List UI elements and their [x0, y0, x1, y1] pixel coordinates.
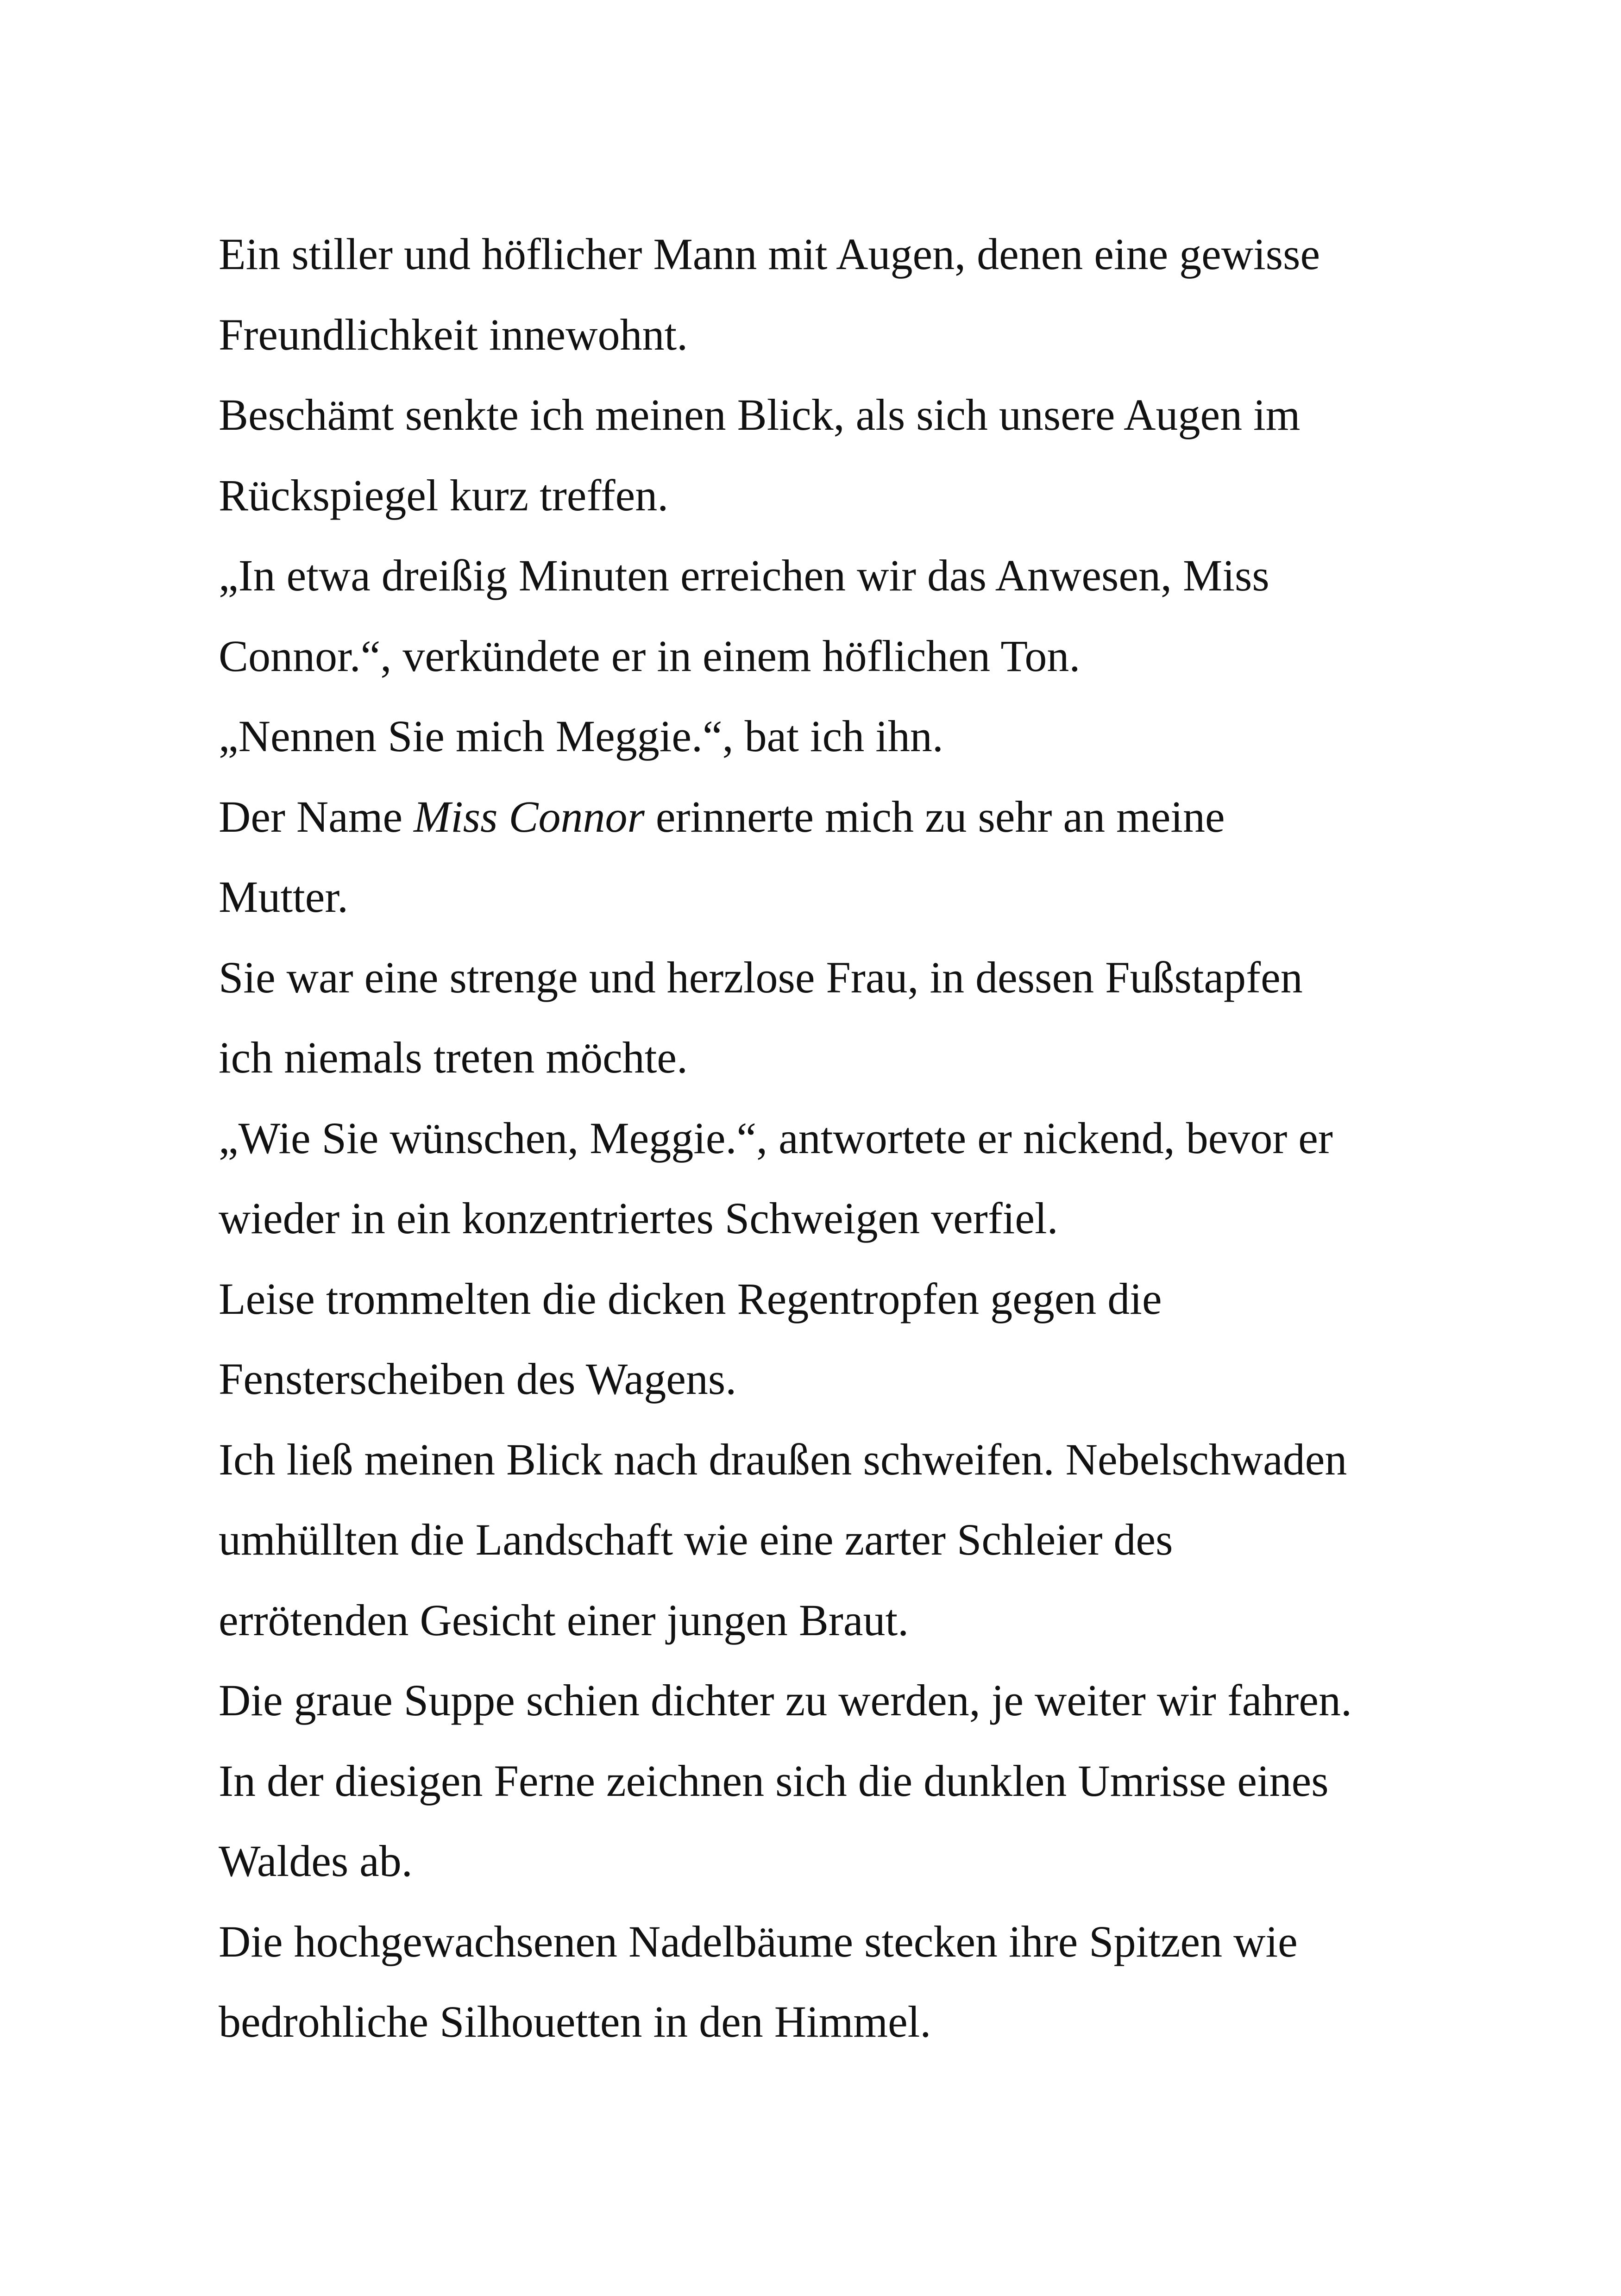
text-line: Connor.“, verkündete er in einem höflichen Ton.	[219, 631, 1081, 681]
text-line: ich niemals treten möchte.	[219, 1033, 688, 1082]
text-line: Leise trommelten die dicken Regentropfen gegen die	[219, 1273, 1162, 1324]
text-line: Ich ließ meinen Blick nach draußen schweifen. Nebelschwaden	[219, 1434, 1347, 1484]
text-line: Sie war eine strenge und herzlose Frau, in dessen Fußstapfen	[219, 952, 1303, 1002]
text-line: bedrohliche Silhouetten in den Himmel.	[219, 1997, 931, 2046]
text-segment: erinnerte mich zu sehr an meine	[644, 791, 1225, 841]
text-line: Mutter.	[219, 872, 348, 922]
text-line: In der diesigen Ferne zeichnen sich die dunklen Umrisse eines	[219, 1756, 1329, 1806]
text-line: Die hochgewachsenen Nadelbäume stecken ihre Spitzen wie	[219, 1916, 1298, 1966]
text-line: Fensterscheiben des Wagens.	[219, 1354, 737, 1404]
text-line: wieder in ein konzentriertes Schweigen verfiel.	[219, 1193, 1058, 1243]
text-line: Ein stiller und höflicher Mann mit Augen, denen eine gewisse	[219, 229, 1320, 279]
text-line: „Wie Sie wünschen, Meggie.“, antwortete er nickend, bevor er	[219, 1113, 1333, 1163]
text-line: Beschämt senkte ich meinen Blick, als sich unsere Augen im	[219, 390, 1301, 439]
text-line: Freundlichkeit innewohnt.	[219, 309, 688, 359]
text-line: Die graue Suppe schien dichter zu werden, je weiter wir fahren.	[219, 1675, 1352, 1725]
text-line: Waldes ab.	[219, 1836, 413, 1886]
body-text	[219, 214, 1469, 2062]
text-segment: Der Name	[219, 791, 414, 841]
text-line: errötenden Gesicht einer jungen Braut.	[219, 1595, 909, 1645]
text-line: „In etwa dreißig Minuten erreichen wir das Anwesen, Miss	[219, 551, 1269, 600]
text-line-with-italic	[219, 777, 1469, 857]
text-line: „Nennen Sie mich Meggie.“, bat ich ihn.	[219, 711, 943, 761]
text-line: umhüllten die Landschaft wie eine zarter Schleier des	[219, 1515, 1173, 1564]
italic-name: Miss Connor	[414, 791, 645, 841]
text-line: Rückspiegel kurz treffen.	[219, 470, 669, 520]
